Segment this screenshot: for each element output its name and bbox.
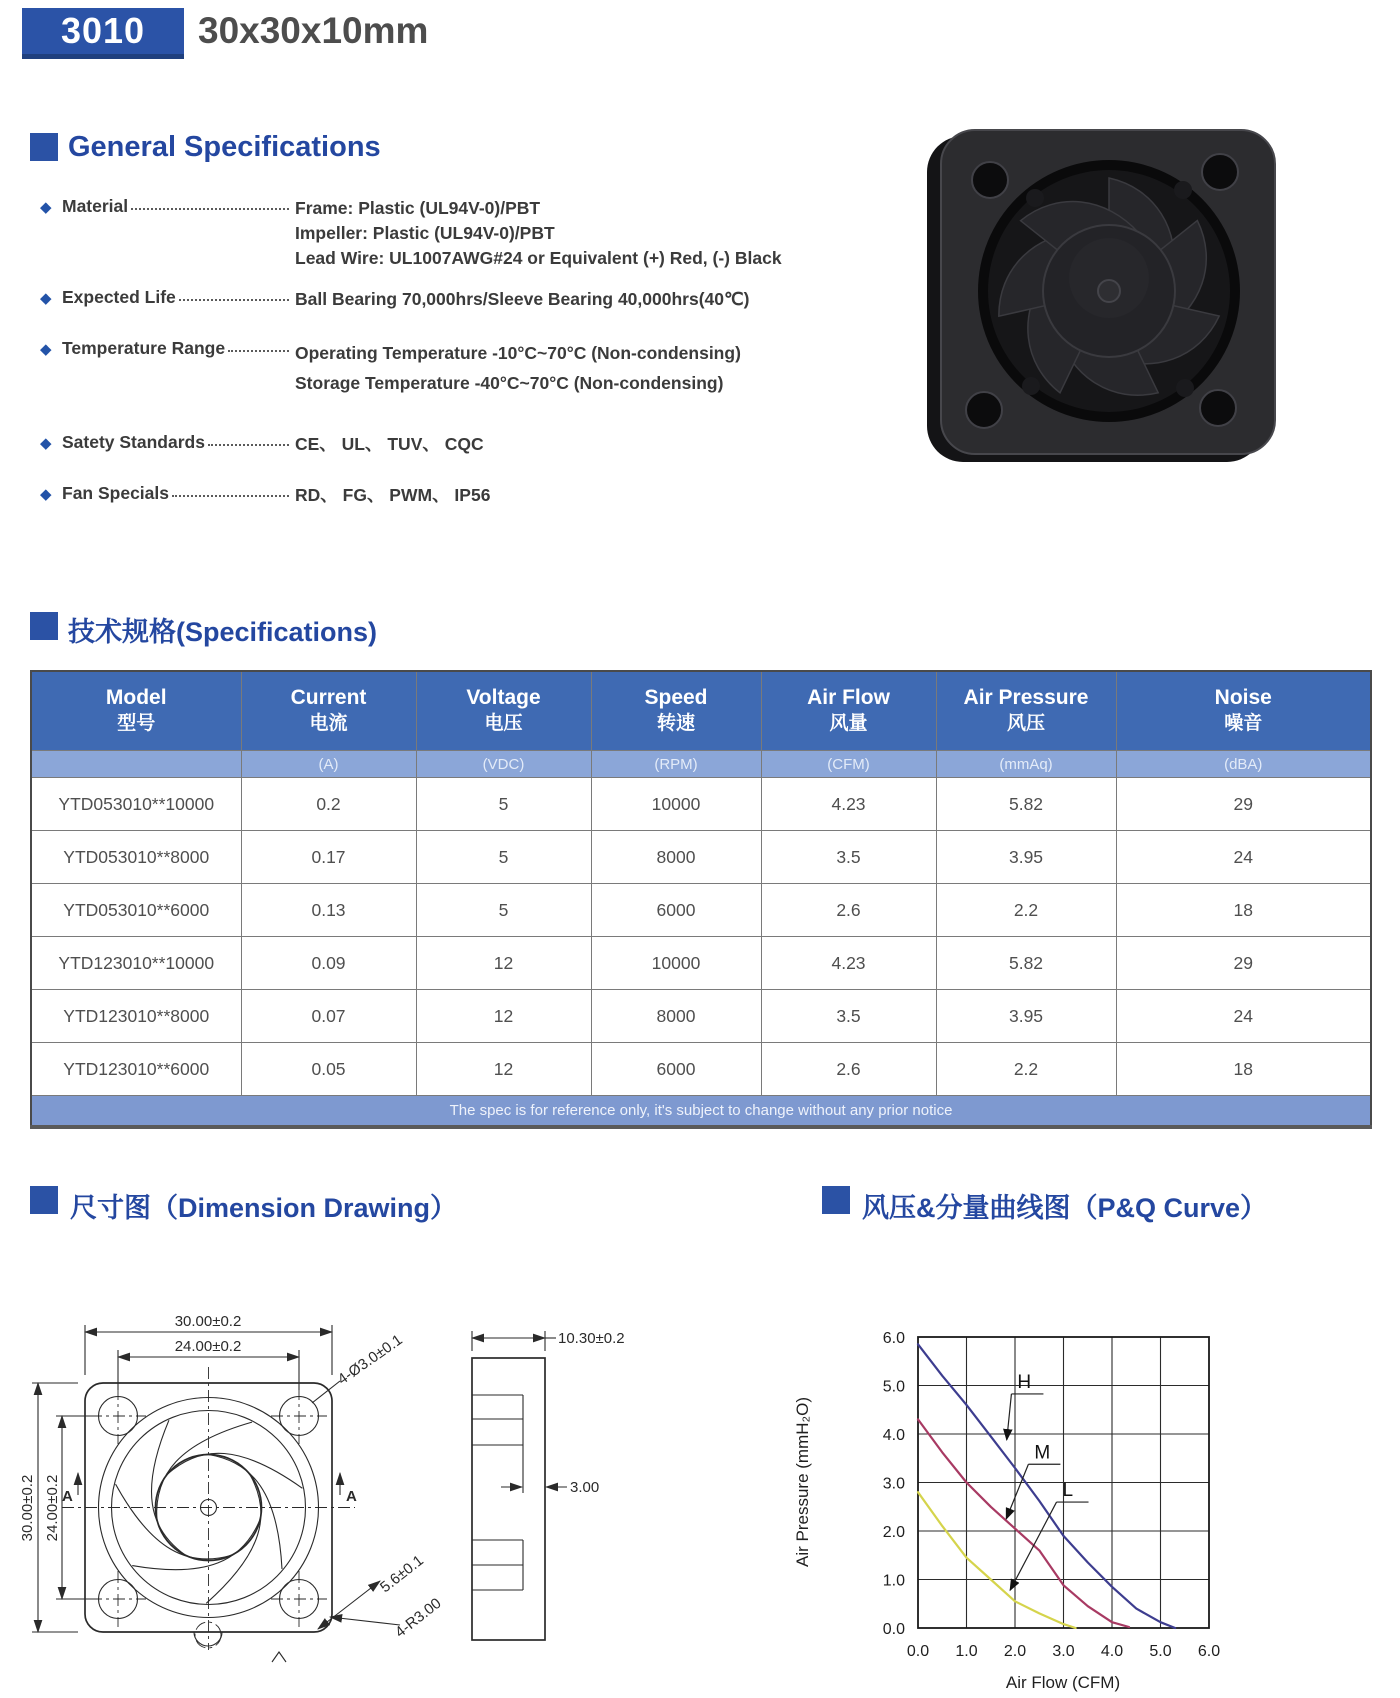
value-cell: 3.5: [761, 831, 936, 884]
dim-radius-callout: [330, 1595, 445, 1641]
spec-table-row: [31, 990, 1371, 1043]
pq-curve-chart: [760, 1230, 1400, 1698]
value-cell: 3.95: [936, 831, 1116, 884]
dotted-leader: [228, 338, 289, 352]
spec-value-line: Operating Temperature -10°C~70°C (Non-condensing): [295, 343, 741, 363]
unit-cell: (CFM): [761, 751, 936, 778]
spec-table: [30, 670, 1372, 1129]
dimension-drawing: [10, 1225, 670, 1695]
dotted-leader: [179, 287, 289, 301]
svg-text:4-Ø3.0±0.1: 4-Ø3.0±0.1: [334, 1331, 406, 1389]
col-voltage: Voltage 电压: [416, 671, 591, 751]
value-cell: 5: [416, 778, 591, 831]
fan-hub-highlight: [1069, 238, 1149, 318]
svg-text:A: A: [346, 1488, 357, 1505]
section-caret: [272, 1652, 286, 1662]
spec-values: [295, 196, 900, 271]
value-cell: 0.2: [241, 778, 416, 831]
value-cell: 2.2: [936, 1043, 1116, 1096]
spec-item-temperature-range: [40, 338, 900, 398]
unit-cell: (VDC): [416, 751, 591, 778]
spec-table-header-row: [31, 671, 1371, 751]
dotted-leader: [208, 432, 289, 446]
unit-cell: (dBA): [1116, 751, 1371, 778]
pq-curve-H: [918, 1344, 1175, 1628]
impeller-blades: [116, 1417, 303, 1603]
value-cell: 18: [1116, 1043, 1371, 1096]
spec-table-title: 技术规格(Specifications): [68, 617, 378, 647]
value-cell: 5: [416, 884, 591, 937]
dim-step: [501, 1479, 599, 1496]
spec-values: [295, 338, 900, 398]
diamond-bullet-icon: ◆: [40, 486, 52, 503]
spec-value-line: Ball Bearing 70,000hrs/Sleeve Bearing 40,000hrs(40℃): [295, 289, 750, 309]
section-square: [822, 1186, 850, 1214]
value-cell: 6000: [591, 1043, 761, 1096]
spec-label: Satety Standards: [62, 432, 205, 452]
fan-hub-screw: [1098, 280, 1120, 302]
section-square: [30, 612, 58, 640]
side-view: [472, 1330, 625, 1640]
svg-text:A: A: [62, 1488, 73, 1505]
value-cell: 8000: [591, 831, 761, 884]
svg-text:3.00: 3.00: [570, 1479, 600, 1496]
pq-curve-M: [918, 1419, 1129, 1627]
y-tick: 5.0: [882, 1378, 905, 1396]
diamond-bullet-icon: ◆: [40, 199, 52, 216]
spec-item-material: [40, 196, 900, 271]
curve-label-M: M: [1034, 1442, 1051, 1464]
spec-item-fan-specials: [40, 483, 900, 508]
x-tick: 5.0: [1149, 1643, 1172, 1660]
diamond-bullet-icon: ◆: [40, 290, 52, 307]
y-tick: 0.0: [882, 1621, 905, 1638]
y-tick: 6.0: [882, 1330, 905, 1347]
value-cell: 0.07: [241, 990, 416, 1043]
value-cell: 0.09: [241, 937, 416, 990]
svg-text:30.00±0.2: 30.00±0.2: [19, 1474, 36, 1542]
value-cell: 2.6: [761, 884, 936, 937]
value-cell: 6000: [591, 884, 761, 937]
unit-cell: [31, 751, 241, 778]
spec-value-line: RD、 FG、 PWM、 IP56: [295, 485, 491, 505]
dimension-title: 尺寸图（Dimension Drawing）: [70, 1193, 458, 1223]
model-cell: YTD123010**10000: [31, 937, 241, 990]
section-square: [30, 133, 58, 161]
spec-label: Expected Life: [62, 287, 176, 307]
section-square: [30, 1186, 58, 1214]
value-cell: 24: [1116, 831, 1371, 884]
spec-note: The spec is for reference only, it's subject to change without any prior notice: [31, 1096, 1371, 1128]
spec-values: [295, 483, 900, 508]
col-airflow: Air Flow 风量: [761, 671, 936, 751]
svg-text:5.6±0.1: 5.6±0.1: [376, 1552, 427, 1597]
value-cell: 0.17: [241, 831, 416, 884]
spec-value-line: CE、 UL、 TUV、 CQC: [295, 434, 484, 454]
value-cell: 3.95: [936, 990, 1116, 1043]
model-badge: 3010: [22, 8, 184, 59]
section-marks: [62, 1473, 357, 1505]
diamond-bullet-icon: ◆: [40, 341, 52, 358]
value-cell: 0.05: [241, 1043, 416, 1096]
value-cell: 24: [1116, 990, 1371, 1043]
curve-label-L: L: [1062, 1480, 1074, 1502]
value-cell: 4.23: [761, 937, 936, 990]
dim-holes-callout: [312, 1331, 406, 1403]
spec-value-line: Impeller: Plastic (UL94V-0)/PBT: [295, 223, 555, 243]
diamond-bullet-icon: ◆: [40, 435, 52, 452]
x-tick: 4.0: [1100, 1643, 1124, 1660]
unit-cell: (A): [241, 751, 416, 778]
value-cell: 12: [416, 1043, 591, 1096]
value-cell: 29: [1116, 937, 1371, 990]
y-tick: 3.0: [882, 1475, 905, 1493]
value-cell: 12: [416, 990, 591, 1043]
spec-value-line: Frame: Plastic (UL94V-0)/PBT: [295, 198, 541, 218]
spec-table-unit-row: [31, 751, 1371, 778]
value-cell: 2.6: [761, 1043, 936, 1096]
unit-cell: (RPM): [591, 751, 761, 778]
value-cell: 10000: [591, 778, 761, 831]
svg-text:30.00±0.2: 30.00±0.2: [174, 1313, 242, 1330]
x-tick: 0.0: [906, 1643, 930, 1660]
y-axis-label: Air Pressure (mmH₂O): [793, 1397, 812, 1567]
spec-table-row: [31, 884, 1371, 937]
general-specs-list: [40, 196, 900, 508]
value-cell: 2.2: [936, 884, 1116, 937]
model-cell: YTD053010**10000: [31, 778, 241, 831]
model-cell: YTD053010**6000: [31, 884, 241, 937]
dotted-leader: [172, 483, 289, 497]
y-tick: 4.0: [882, 1427, 905, 1444]
spec-table-row: [31, 937, 1371, 990]
col-airpressure: Air Pressure 风压: [936, 671, 1116, 751]
value-cell: 4.23: [761, 778, 936, 831]
spec-label: Fan Specials: [62, 483, 169, 503]
spec-table-note-row: [31, 1096, 1371, 1128]
y-tick: 2.0: [882, 1524, 905, 1541]
svg-text:10.30±0.2: 10.30±0.2: [558, 1330, 625, 1347]
spec-table-row: [31, 831, 1371, 884]
spec-label: Material: [62, 196, 129, 216]
svg-text:24.00±0.2: 24.00±0.2: [174, 1338, 242, 1355]
size-title: 30x30x10mm: [198, 10, 429, 51]
x-tick: 6.0: [1197, 1643, 1221, 1660]
y-tick: 1.0: [882, 1572, 905, 1590]
pq-title: 风压&分量曲线图（P&Q Curve）: [862, 1193, 1268, 1223]
col-speed: Speed 转速: [591, 671, 761, 751]
centerlines: [62, 1367, 355, 1650]
front-view: [62, 1367, 355, 1662]
value-cell: 3.5: [761, 990, 936, 1043]
model-cell: YTD123010**8000: [31, 990, 241, 1043]
value-cell: 5.82: [936, 937, 1116, 990]
value-cell: 29: [1116, 778, 1371, 831]
value-cell: 12: [416, 937, 591, 990]
x-tick: 2.0: [1003, 1643, 1027, 1660]
dotted-leader: [131, 196, 289, 210]
spec-label: Temperature Range: [62, 338, 226, 358]
x-tick: 1.0: [955, 1643, 978, 1660]
tab-circle: [195, 1622, 221, 1648]
col-model: Model 型号: [31, 671, 241, 751]
spec-values: [295, 287, 900, 312]
value-cell: 0.13: [241, 884, 416, 937]
x-tick: 3.0: [1052, 1643, 1075, 1660]
spec-table-body: [31, 778, 1371, 1096]
spec-item-safety-standards: [40, 432, 900, 457]
col-current: Current 电流: [241, 671, 416, 751]
spec-values: [295, 432, 900, 457]
curve-label-H: H: [1017, 1371, 1032, 1393]
unit-cell: (mmAq): [936, 751, 1116, 778]
general-specs-title: General Specifications: [68, 131, 381, 163]
spec-table-row: [31, 778, 1371, 831]
value-cell: 5: [416, 831, 591, 884]
x-axis-label: Air Flow (CFM): [1005, 1673, 1121, 1692]
spec-value-line: Storage Temperature -40°C~70°C (Non-condensing): [295, 373, 724, 393]
spec-table-row: [31, 1043, 1371, 1096]
fan-product-photo: [915, 118, 1295, 488]
value-cell: 10000: [591, 937, 761, 990]
dim-thickness: [472, 1330, 625, 1351]
model-cell: YTD053010**8000: [31, 831, 241, 884]
value-cell: 5.82: [936, 778, 1116, 831]
value-cell: 18: [1116, 884, 1371, 937]
value-cell: 8000: [591, 990, 761, 1043]
col-noise: Noise 噪音: [1116, 671, 1371, 751]
spec-item-expected-life: [40, 287, 900, 312]
spec-value-line: Lead Wire: UL1007AWG#24 or Equivalent (+) Red, (-) Black: [295, 248, 782, 268]
model-cell: YTD123010**6000: [31, 1043, 241, 1096]
svg-text:4-R3.00: 4-R3.00: [391, 1594, 445, 1642]
svg-text:24.00±0.2: 24.00±0.2: [44, 1474, 61, 1542]
